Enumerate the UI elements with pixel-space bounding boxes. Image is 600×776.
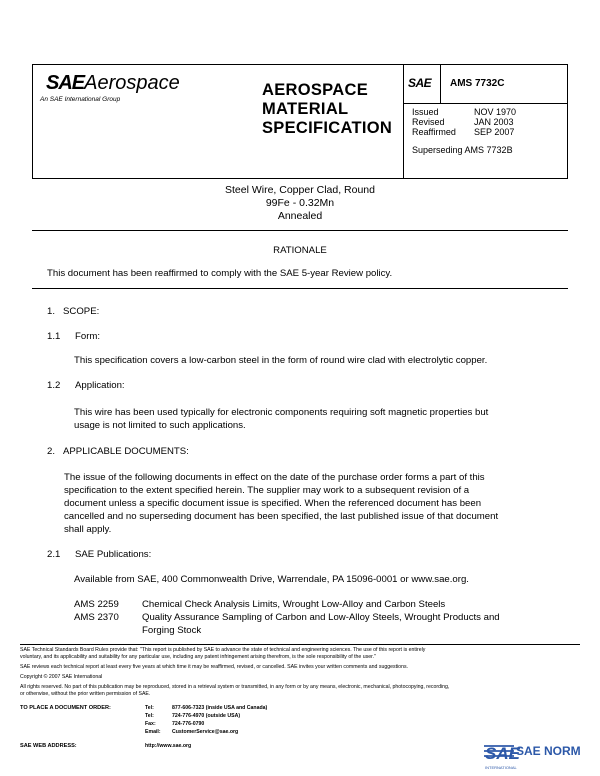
contact-4-value: CustomerService@sae.org [172,729,239,735]
contact-1-label: Tel: [145,705,154,711]
revised-label: Revised [412,117,445,127]
section-2-1-text: Available from SAE, 400 Commonwealth Drive, Warrendale, PA 15096-0001 or www.sae.org. [74,574,469,585]
footer-disclaimer-line-3: SAE reviews each technical report at least every five years at which time it may be reaffirmed, revised, or cancelled. SAE invites your written comments and suggestions. [20,664,408,670]
ref-2-id: AMS 2370 [74,612,119,623]
logo-sae-text: SAE [46,72,85,94]
sae-norm-text: SAE NORM [516,744,581,758]
rationale-heading: RATIONALE [273,245,327,256]
section-2-number: 2. [47,446,56,457]
revised-value: JAN 2003 [474,117,514,127]
header-divider-mark [440,64,441,103]
rationale-text: This document has been reaffirmed to comply with the SAE 5-year Review policy. [47,268,393,279]
sae-norm-subtext: INTERNATIONAL [485,765,517,770]
section-1-1-text: This specification covers a low-carbon steel in the form of round wire clad with electrolytic copper. [74,355,488,366]
doc-title-line-2: 99Fe - 0.32Mn [265,197,335,209]
section-1-number: 1. [47,306,56,317]
doc-title-line-1: Steel Wire, Copper Clad, Round [225,184,375,196]
footer-disclaimer-line-2: voluntary, and its applicability and suitability for any particular use, including any patent infringement arising therefrom, is the sole responsibility of the user." [20,654,376,660]
sae-aerospace-logo [46,72,180,95]
title-rule [32,230,568,231]
ref-2-title-line-1: Quality Assurance Sampling of Carbon and Low-Alloy Steels, Wrought Products and [142,612,500,623]
section-1-1-number: 1.1 [47,331,61,342]
section-2-1-number: 2.1 [47,549,61,560]
contact-3-value: 724-776-0790 [172,721,205,727]
section-2-text-line-5: shall apply. [64,524,112,535]
section-2-1-title: SAE Publications: [75,549,152,560]
rationale-rule [32,288,568,289]
order-label: TO PLACE A DOCUMENT ORDER: [20,705,111,711]
sae-norm-logo-icon [484,742,520,764]
contact-2-value: 724-776-4970 (outside USA) [172,713,241,719]
contact-4-label: Email: [145,729,161,735]
contact-1-value: 877-606-7323 (inside USA and Canada) [172,705,268,711]
section-2-title: APPLICABLE DOCUMENTS: [63,446,189,457]
header-title-line-1: AEROSPACE [262,81,368,99]
header-title-line-2: MATERIAL [262,100,349,118]
reaffirmed-value: SEP 2007 [474,127,515,137]
footer-rights-line-2: or otherwise, without the prior written permission of SAE. [20,691,151,697]
footer-rule [20,644,580,645]
ref-1-title: Chemical Check Analysis Limits, Wrought Low-Alloy and Carbon Steels [142,599,446,610]
section-1-1-title: Form: [75,331,101,342]
reaffirmed-label: Reaffirmed [412,127,456,137]
superseding-note: Superseding AMS 7732B [412,145,513,155]
doc-number: AMS 7732C [450,78,505,89]
doc-title-line-3: Annealed [277,210,323,222]
section-2-text-line-1: The issue of the following documents in effect on the date of the purchase order forms a part of this [64,472,485,483]
contact-3-label: Fax: [145,721,156,727]
footer-disclaimer-line-1: SAE Technical Standards Board Rules provide that: "This report is published by SAE to advance the state of technical and engineering sciences. The use of this report is entirely [20,647,426,653]
section-1-title: SCOPE: [63,306,100,317]
footer-rights-line-1: All rights reserved. No part of this publication may be reproduced, stored in a retrieval system or transmitted, in any form or by any means, electronic, mechanical, photocopying, recording, [20,684,450,690]
sae-norm-stamp [484,740,596,772]
section-2-text-line-4: cancelled and no superseding document has been specified, the last published issue of that document [64,511,499,522]
footer-copyright: Copyright © 2007 SAE International [20,674,103,680]
web-label: SAE WEB ADDRESS: [20,743,77,749]
contact-2-label: Tel: [145,713,154,719]
issued-label: Issued [412,107,439,117]
ref-1-id: AMS 2259 [74,599,119,610]
section-1-2-number: 1.2 [47,380,61,391]
svg-text:SAE: SAE [485,744,520,763]
header-divider-horizontal [403,103,568,104]
section-2-text-line-2: specification to the extent specified herein. The supplier may work to a subsequent revision of a [64,485,470,496]
section-1-2-text-line-2: usage is not limited to such applications. [74,420,246,431]
logo-subtitle: An SAE International Group [40,96,121,103]
section-1-2-text-line-1: This wire has been used typically for electronic components requiring soft magnetic properties but [74,407,489,418]
sae-mark-icon: SAE [408,76,432,90]
issued-value: NOV 1970 [474,107,517,117]
header-title-line-3: SPECIFICATION [262,119,393,137]
header-divider-left [403,64,404,179]
logo-aerospace-text: Aerospace [84,72,180,94]
section-2-text-line-3: document unless a specific document issue is specified. When the referenced document has been [64,498,482,509]
ref-2-title-line-2: Forging Stock [142,625,202,636]
web-value: http://www.sae.org [145,743,192,749]
section-1-2-title: Application: [75,380,125,391]
